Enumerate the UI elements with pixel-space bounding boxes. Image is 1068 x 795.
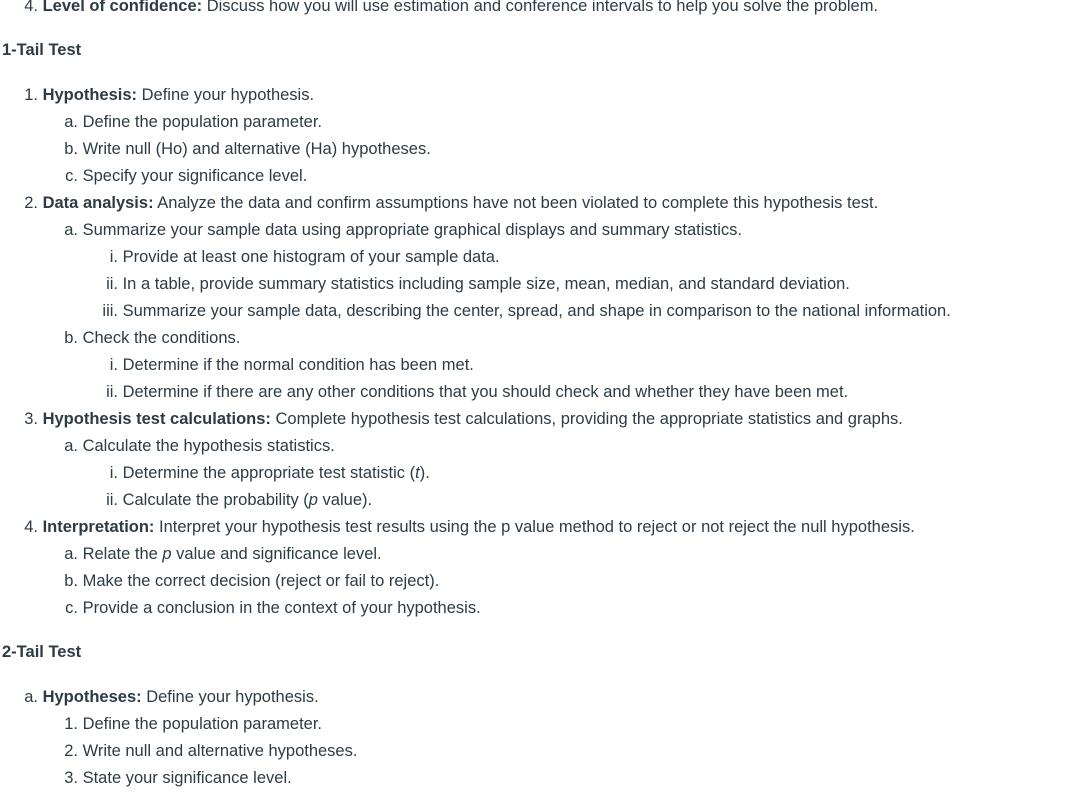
sub-sub-item: iii. Summarize your sample data, describing the center, spread, and shape in comparison to the national information.: [102, 302, 951, 320]
list-item-level-of-confidence: 4. Level of confidence: Discuss how you will use estimation and conference intervals to help you solve the problem.: [0, 0, 1068, 20]
sub-item: b. Write null (Ho) and alternative (Ha) hypotheses.: [64, 140, 431, 158]
list-item-hypothesis-test-calculations: 3. Hypothesis test calculations: Complete hypothesis test calculations, providing the appropriate statistics and graphs.: [24, 410, 903, 428]
item-label: Hypothesis:: [42, 86, 138, 104]
sub-item: b. Check the conditions.: [64, 329, 241, 347]
list-item-data-analysis: 2. Data analysis: Analyze the data and confirm assumptions have not been violated to complete this hypothesis test.: [24, 194, 879, 212]
section-heading-1-tail: 1-Tail Test: [2, 41, 82, 59]
item-label: Interpretation:: [42, 518, 155, 536]
sub-item: a. Summarize your sample data using appropriate graphical displays and summary statistics.: [64, 221, 742, 239]
sub-item: a. Calculate the hypothesis statistics.: [64, 437, 335, 455]
sub-sub-item: i. Determine the appropriate test statistic (t).: [109, 464, 430, 482]
sub-item: b. Make the correct decision (reject or fail to reject).: [64, 572, 440, 590]
sub-item: 3. State your significance level.: [64, 769, 292, 787]
sub-item: a. Relate the p value and significance level.: [64, 545, 382, 563]
item-label: Hypothesis test calculations:: [42, 410, 271, 428]
item-text: Discuss how you will use estimation and conference intervals to help you solve the problem.: [206, 0, 879, 15]
list-item-hypotheses: a. Hypotheses: Define your hypothesis.: [24, 688, 319, 706]
sub-item: 2. Write null and alternative hypotheses.: [64, 742, 358, 760]
sub-item: a. Define the population parameter.: [64, 113, 323, 131]
item-text: Interpret your hypothesis test results using the p value method to reject or not reject the null hypothesis.: [159, 518, 915, 536]
sub-sub-item: i. Determine if the normal condition has been met.: [109, 356, 474, 374]
item-text: Define your hypothesis.: [141, 86, 315, 104]
item-text: Analyze the data and confirm assumptions have not been violated to complete this hypothesis test.: [157, 194, 879, 212]
section-heading-2-tail: 2-Tail Test: [2, 643, 82, 661]
sub-sub-item: ii. Calculate the probability (p value).: [106, 491, 373, 509]
list-item-interpretation: 4. Interpretation: Interpret your hypothesis test results using the p value method to reject or not reject the null hypothesis.: [24, 518, 915, 536]
sub-item: c. Specify your significance level.: [65, 167, 308, 185]
sub-item: c. Provide a conclusion in the context of your hypothesis.: [65, 599, 481, 617]
item-label: Level of confidence:: [42, 0, 203, 15]
sub-sub-item: ii. In a table, provide summary statistics including sample size, mean, median, and standard deviation.: [106, 275, 850, 293]
sub-sub-item: ii. Determine if there are any other conditions that you should check and whether they have been met.: [106, 383, 849, 401]
item-label: Data analysis:: [42, 194, 154, 212]
list-item-hypothesis: 1. Hypothesis: Define your hypothesis.: [24, 86, 315, 104]
sub-sub-item: i. Provide at least one histogram of your sample data.: [109, 248, 500, 266]
sub-item: 1. Define the population parameter.: [64, 715, 323, 733]
item-label: Hypotheses:: [42, 688, 142, 706]
item-text: Define your hypothesis.: [146, 688, 319, 706]
item-text: Complete hypothesis test calculations, providing the appropriate statistics and graphs.: [275, 410, 903, 428]
